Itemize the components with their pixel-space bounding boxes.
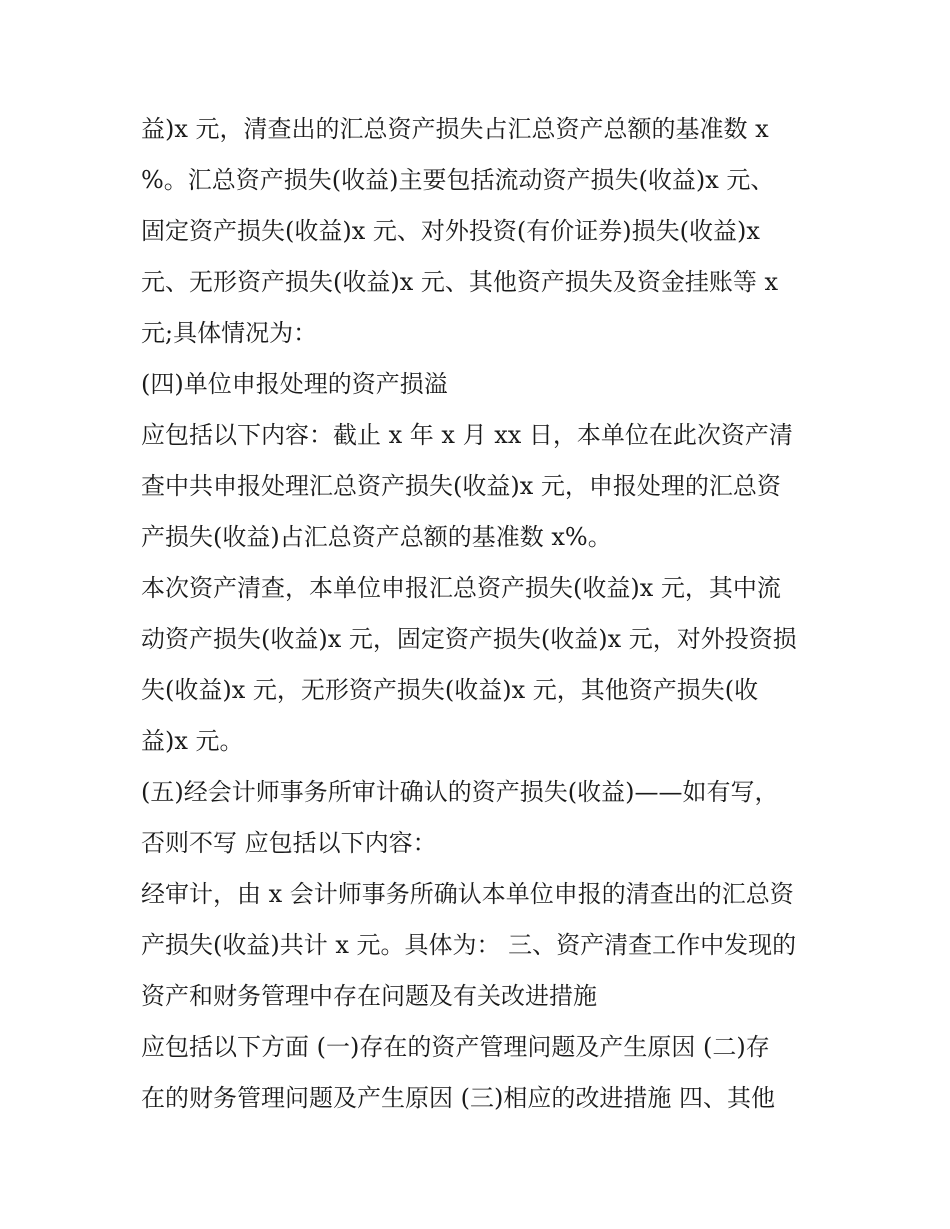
- text-line-17: 产损失(收益)共计 x 元。具体为： 三、资产清查工作中发现的: [141, 931, 797, 959]
- text-line-8: 查中共申报处理汇总资产损失(收益)x 元，申报处理的汇总资: [141, 472, 781, 500]
- text-line-2: %。汇总资产损失(收益)主要包括流动资产损失(收益)x 元、: [141, 166, 775, 194]
- text-line-1: 益)x 元，清查出的汇总资产损失占汇总资产总额的基准数 x: [141, 115, 769, 143]
- text-line-4: 元、无形资产损失(收益)x 元、其他资产损失及资金挂账等 x: [141, 268, 779, 296]
- text-line-5: 元;具体情况为：: [141, 319, 318, 347]
- text-line-15: 否则不写 应包括以下内容：: [141, 829, 437, 857]
- text-line-11: 动资产损失(收益)x 元，固定资产损失(收益)x 元，对外投资损: [141, 625, 797, 653]
- text-line-9: 产损失(收益)占汇总资产总额的基准数 x%。: [141, 523, 612, 551]
- text-line-10: 本次资产清查，本单位申报汇总资产损失(收益)x 元，其中流: [141, 574, 781, 602]
- text-line-19: 应包括以下方面 (一)存在的资产管理问题及产生原因 (二)存: [141, 1033, 770, 1061]
- text-line-16: 经审计，由 x 会计师事务所确认本单位申报的清查出的汇总资: [141, 880, 794, 908]
- text-line-7: 应包括以下内容：截止 x 年 x 月 xx 日，本单位在此次资产清: [141, 421, 793, 449]
- section-heading-4: (四)单位申报处理的资产损溢: [141, 370, 448, 398]
- text-line-20: 在的财务管理问题及产生原因 (三)相应的改进措施 四、其他: [141, 1084, 775, 1112]
- text-line-12: 失(收益)x 元，无形资产损失(收益)x 元，其他资产损失(收: [141, 676, 759, 704]
- text-line-18: 资产和财务管理中存在问题及有关改进措施: [141, 982, 597, 1010]
- section-heading-5: (五)经会计师事务所审计确认的资产损失(收益)——如有写，: [141, 778, 779, 806]
- document-body: [141, 104, 821, 1124]
- text-line-3: 固定资产损失(收益)x 元、对外投资(有价证券)损失(收益)x: [141, 217, 760, 245]
- text-line-13: 益)x 元。: [141, 727, 244, 755]
